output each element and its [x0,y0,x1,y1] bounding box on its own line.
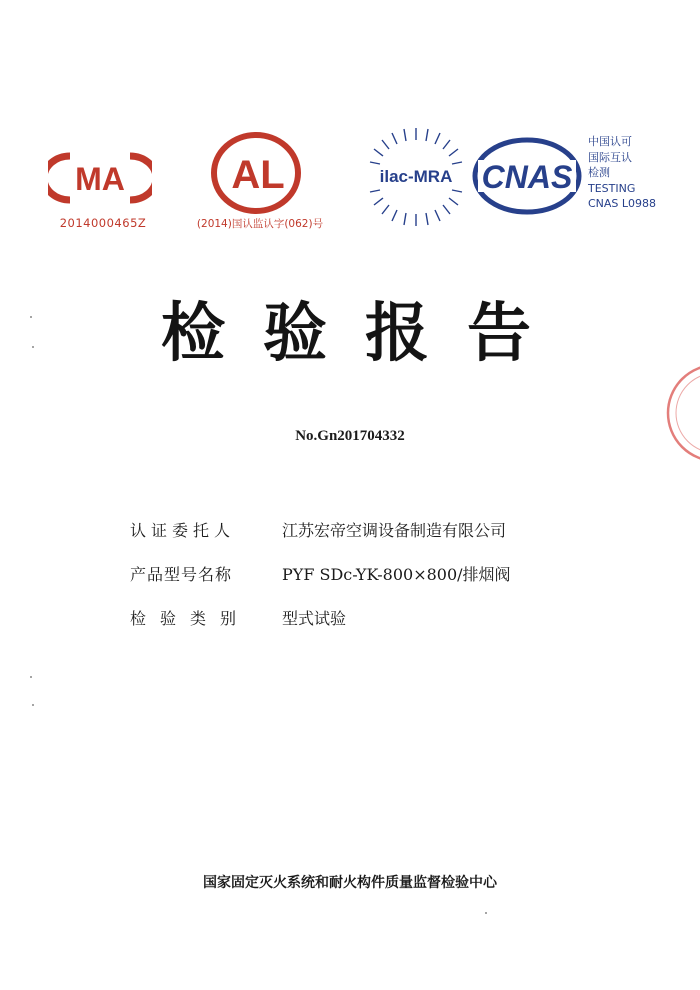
cma-logo-text: MA [75,161,125,197]
info-value: 型式试验 [282,609,347,628]
cnas-line: 检测 [588,166,610,179]
scan-speck [32,346,34,348]
cal-logo-text: AL [231,153,285,197]
cnas-accreditation-text [588,134,688,212]
info-row-test-type [130,606,650,650]
scan-speck [32,704,34,706]
info-label: 检验类别 [130,609,251,628]
cnas-line: CNAS L0988 [588,197,657,210]
page-title: 检验报告 [161,296,569,371]
info-label: 认证委托人 [130,521,236,540]
scan-speck [30,316,32,318]
cal-logo [208,130,304,216]
info-row-client [130,518,650,562]
cnas-logo [472,136,582,216]
scan-speck [30,676,32,678]
report-info [130,518,650,650]
info-value: PYF SDc-YK-800×800/排烟阀 [282,565,511,584]
cnas-line: TESTING [588,181,636,195]
ilac-mra-text: ilac-MRA [379,167,453,186]
scan-speck [485,912,487,914]
issuing-organization: 国家固定灭火系统和耐火构件质量监督检验中心 [203,875,497,891]
cnas-line: 中国认可 [588,135,632,148]
cma-logo [48,148,152,208]
cnas-logo-text: CNAS [481,159,573,195]
cma-code: 2014000465Z [59,216,147,230]
info-value: 江苏宏帝空调设备制造有限公司 [282,521,507,540]
seal-stamp [664,358,700,468]
report-number: No.Gn201704332 [295,428,405,444]
cnas-line: 国际互认 [588,150,632,164]
info-row-product [130,562,650,606]
cal-code: (2014)国认监认字(062)号 [196,218,324,230]
info-label: 产品型号名称 [130,565,233,584]
ilac-mra-logo [362,124,470,230]
